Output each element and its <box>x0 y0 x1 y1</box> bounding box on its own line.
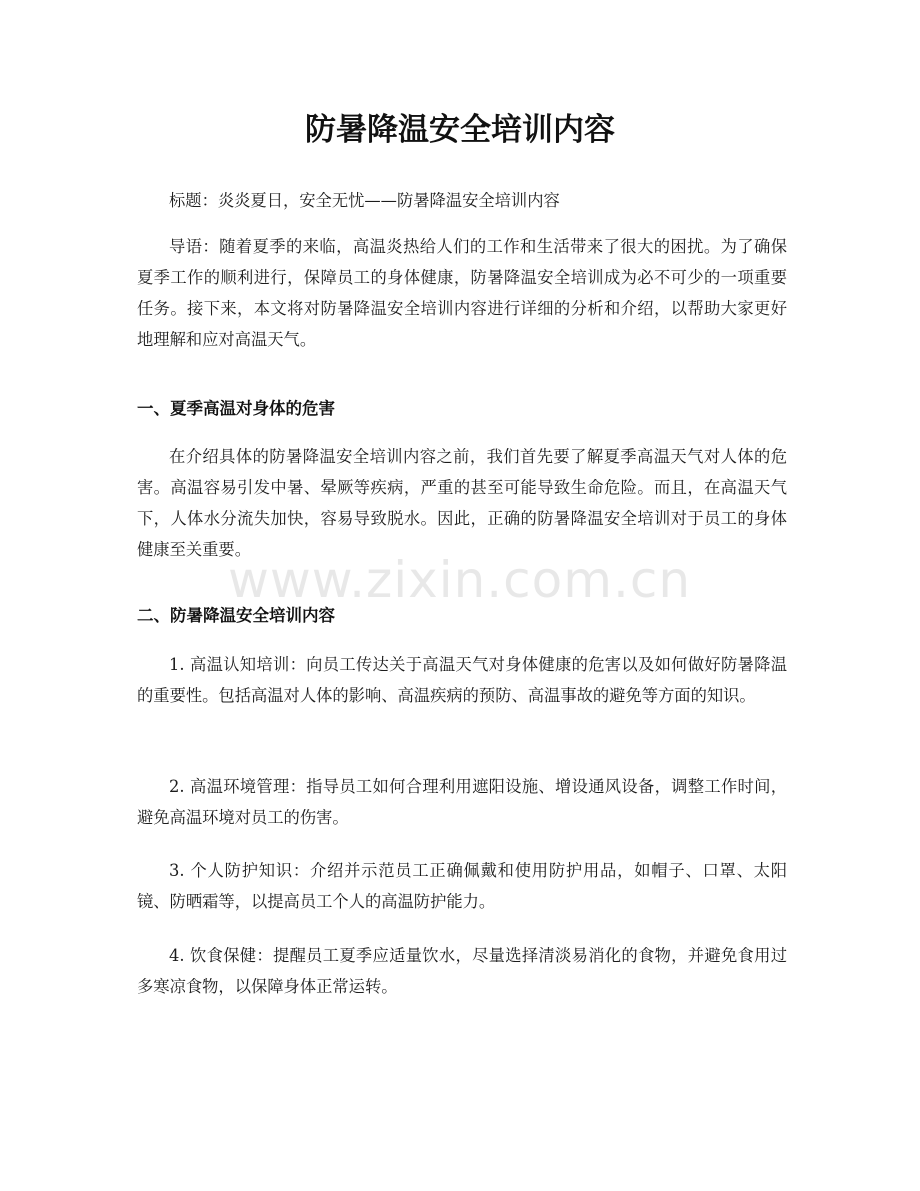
section-1-paragraph-1: 在介绍具体的防暑降温安全培训内容之前，我们首先要了解夏季高温天气对人体的危害。高温容易引发中暑、晕厥等疾病，严重的甚至可能导致生命危险。而且，在高温天气下，人体水分流失加快，容易导致脱水。因此，正确的防暑降温安全培训对于员工的身体健康至关重要。 <box>137 447 787 559</box>
section-heading-1: 一、夏季高温对身体的危害 <box>137 399 335 418</box>
subtitle-paragraph: 标题：炎炎夏日，安全无忧——防暑降温安全培训内容 <box>169 191 560 210</box>
section-2-item-2: 2. 高温环境管理：指导员工如何合理利用遮阳设施、增设通风设备，调整工作时间，避免高温环境对员工的伤害。 <box>137 777 787 827</box>
section-2-item-4: 4. 饮食保健：提醒员工夏季应适量饮水，尽量选择清淡易消化的食物，并避免食用过多寒凉食物，以保障身体正常运转。 <box>137 946 787 996</box>
page-title: 防暑降温安全培训内容 <box>305 112 615 148</box>
intro-paragraph: 导语：随着夏季的来临，高温炎热给人们的工作和生活带来了很大的困扰。为了确保夏季工作的顺利进行，保障员工的身体健康，防暑降温安全培训成为必不可少的一项重要任务。接下来，本文将对防暑降温安全培训内容进行详细的分析和介绍，以帮助大家更好地理解和应对高温天气。 <box>137 237 787 349</box>
watermark: www.zixin.com.cn <box>228 551 692 609</box>
section-2-item-3: 3. 个人防护知识：介绍并示范员工正确佩戴和使用防护用品，如帽子、口罩、太阳镜、防晒霜等，以提高员工个人的高温防护能力。 <box>137 861 787 911</box>
section-2-item-1: 1. 高温认知培训：向员工传达关于高温天气对身体健康的危害以及如何做好防暑降温的重要性。包括高温对人体的影响、高温疾病的预防、高温事故的避免等方面的知识。 <box>137 655 787 705</box>
section-heading-2: 二、防暑降温安全培训内容 <box>137 606 335 625</box>
